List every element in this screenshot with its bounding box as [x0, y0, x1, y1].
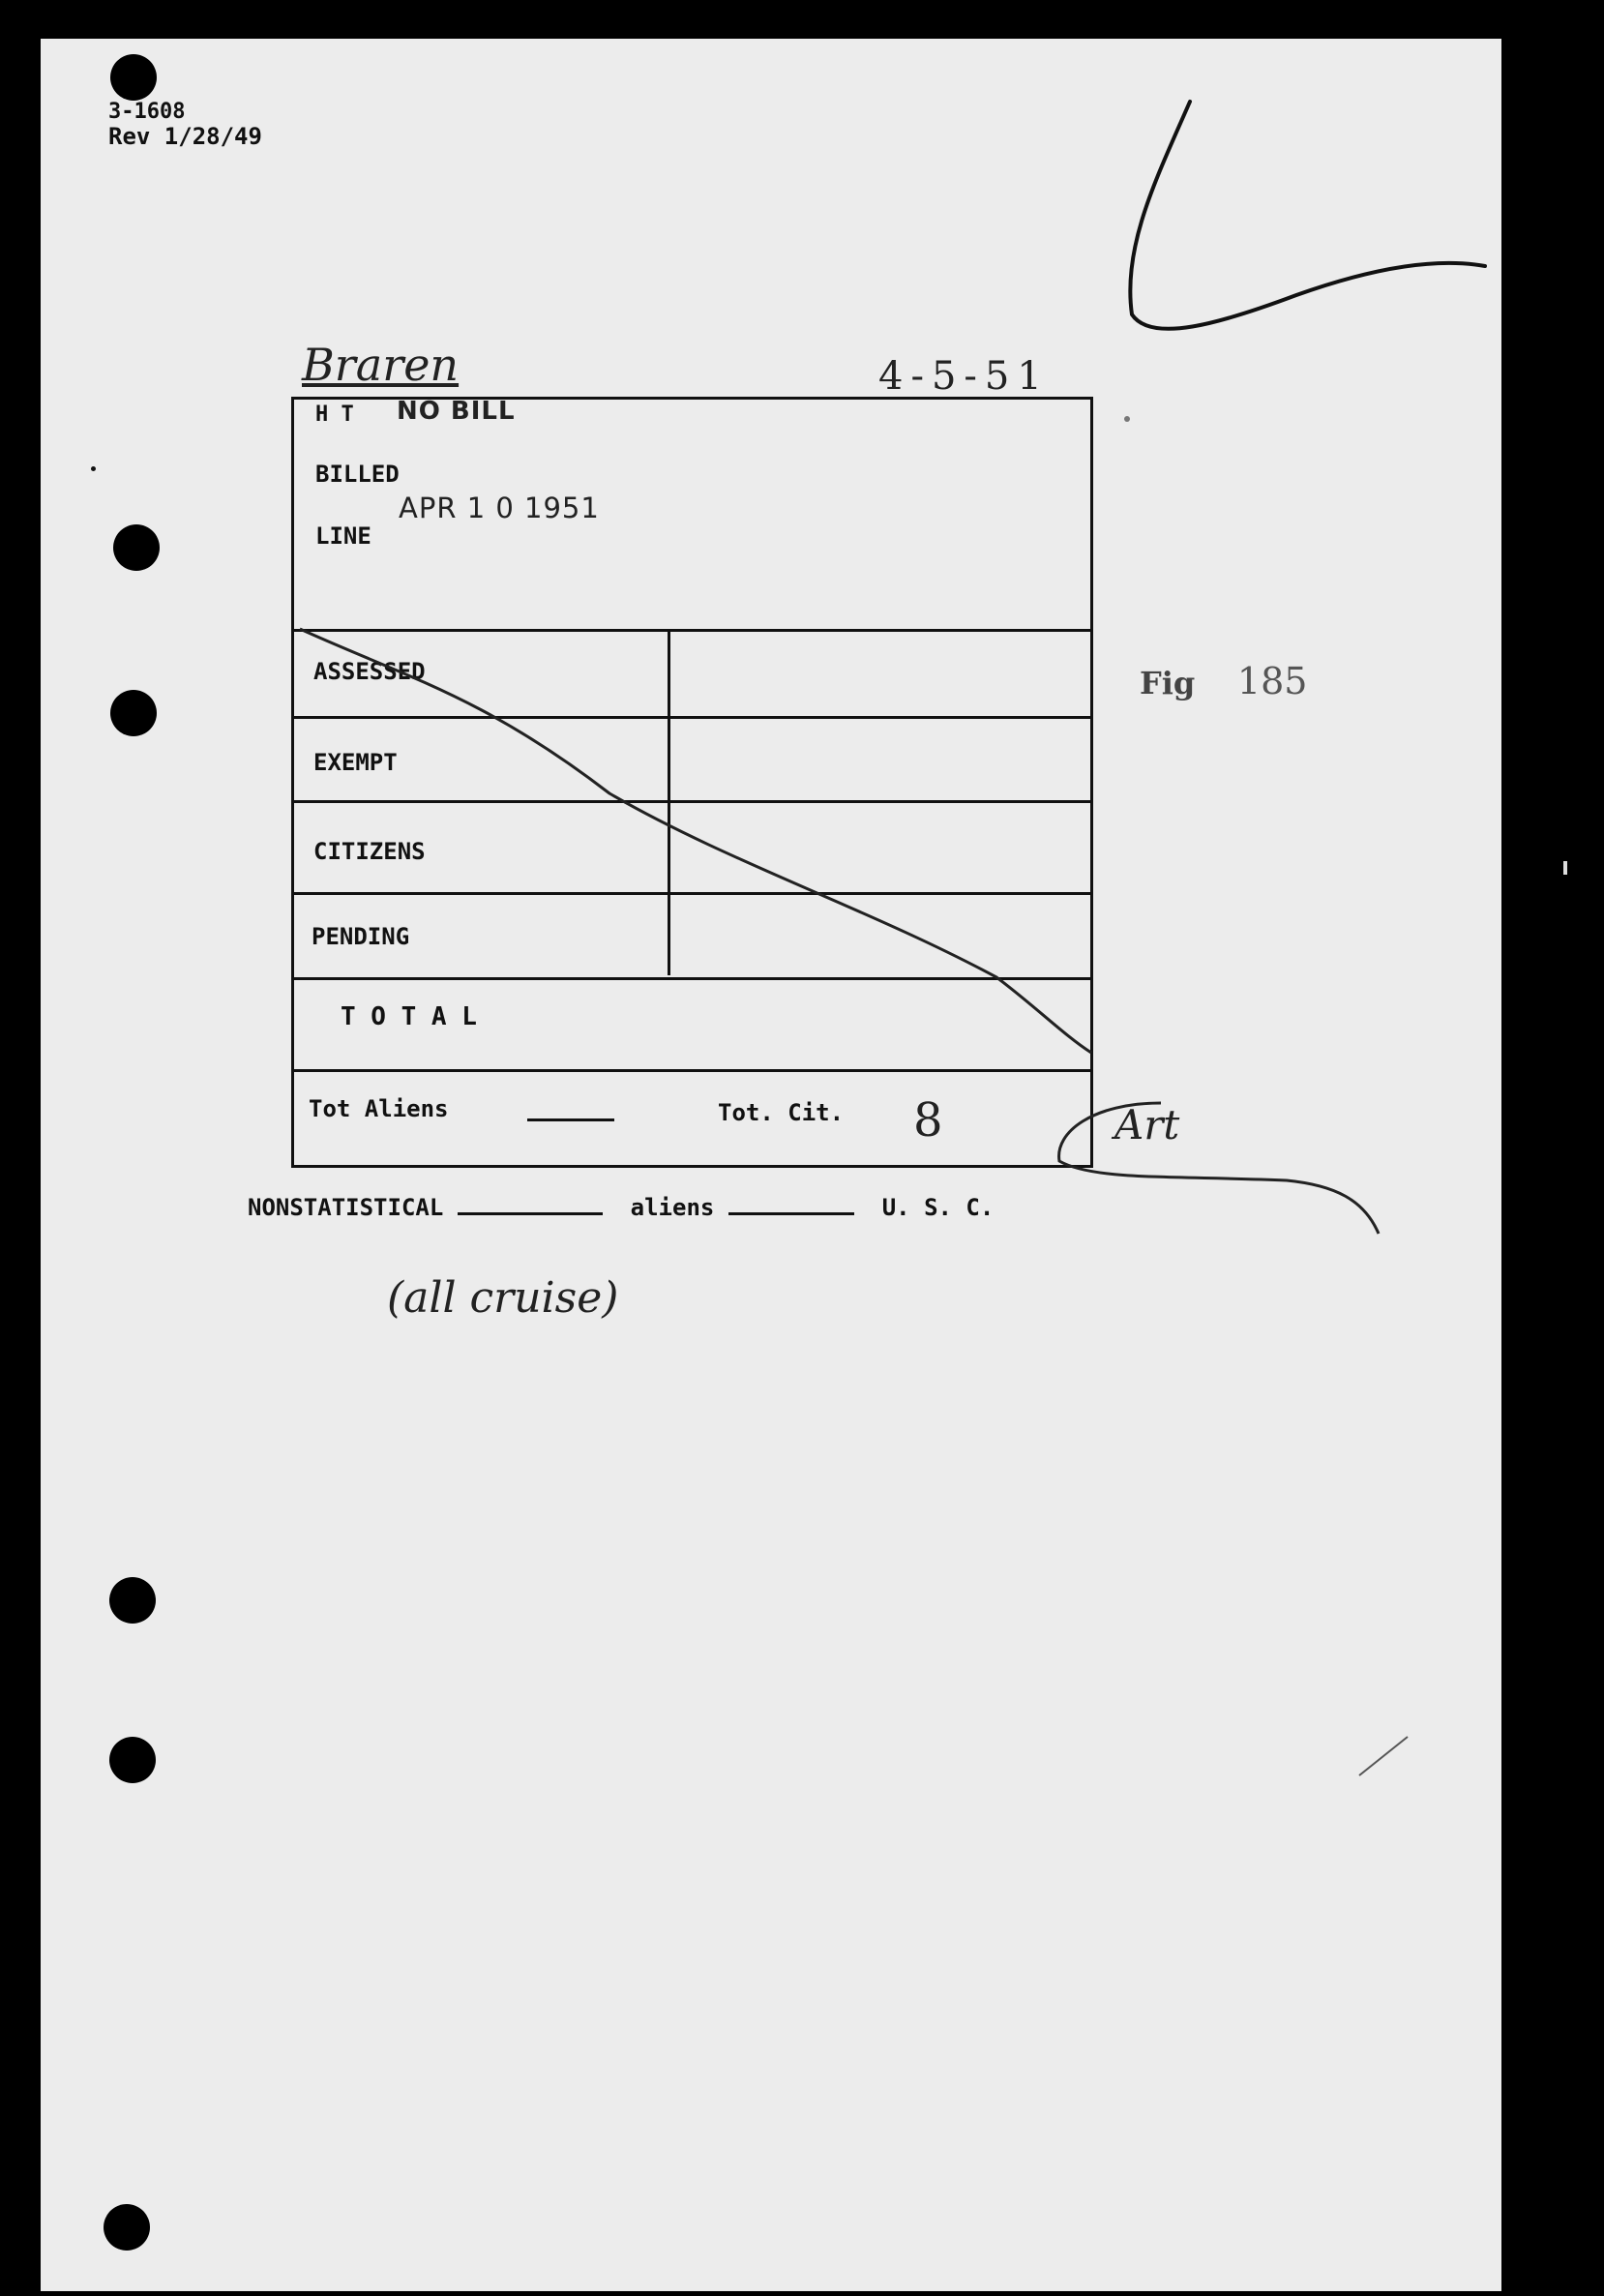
nonstatistical-label: NONSTATISTICAL	[248, 1194, 444, 1221]
punch-hole	[110, 54, 157, 101]
page-stamp-prefix: Fig	[1140, 665, 1196, 701]
edge-mark	[1563, 861, 1567, 875]
page-number: 185	[1236, 660, 1308, 702]
usc-label: U. S. C.	[881, 1194, 995, 1221]
punch-hole	[109, 1737, 156, 1783]
punch-hole	[104, 2204, 150, 2251]
form-number: 3-1608	[108, 100, 186, 124]
nonstatistical-blank	[458, 1208, 603, 1215]
page-stamp	[1140, 660, 1307, 702]
check-mark-icon	[1113, 92, 1490, 358]
revision-date: Rev 1/28/49	[108, 123, 262, 150]
vessel-name: Braren	[302, 339, 460, 391]
billed-label: BILLED	[315, 461, 400, 488]
no-bill-stamp: NO BILL	[397, 397, 516, 426]
punch-hole	[113, 524, 160, 571]
initials-loop	[1035, 1093, 1383, 1238]
date-stamp: APR 1 0 1951	[399, 492, 600, 524]
tot-cit-label: Tot. Cit.	[718, 1099, 845, 1126]
nonstatistical-line	[248, 1194, 994, 1221]
tot-cit-value: 8	[913, 1093, 943, 1148]
row-citizens: CITIZENS	[313, 838, 426, 865]
tot-aliens-dash	[527, 1118, 614, 1121]
speck	[1124, 416, 1130, 422]
punch-hole	[109, 1577, 156, 1624]
row-exempt: EXEMPT	[313, 749, 398, 776]
aliens-label: aliens	[630, 1194, 715, 1221]
line-label: LINE	[315, 522, 371, 550]
aliens-blank	[728, 1208, 854, 1215]
tot-aliens-label: Tot Aliens	[309, 1095, 449, 1122]
pen-mark	[1354, 1732, 1412, 1780]
handwritten-note: (all cruise)	[387, 1273, 619, 1323]
row-assessed: ASSESSED	[313, 658, 426, 685]
divider	[294, 1069, 1090, 1072]
handwritten-date: 4-5-51	[878, 354, 1050, 399]
total-label: T O T A L	[341, 1002, 477, 1031]
initials: Art	[1114, 1101, 1180, 1148]
strike-through-line	[290, 619, 1098, 1064]
speck	[91, 466, 96, 471]
row-pending: PENDING	[312, 923, 410, 950]
header-ht: H T	[315, 403, 354, 427]
punch-hole	[110, 690, 157, 736]
